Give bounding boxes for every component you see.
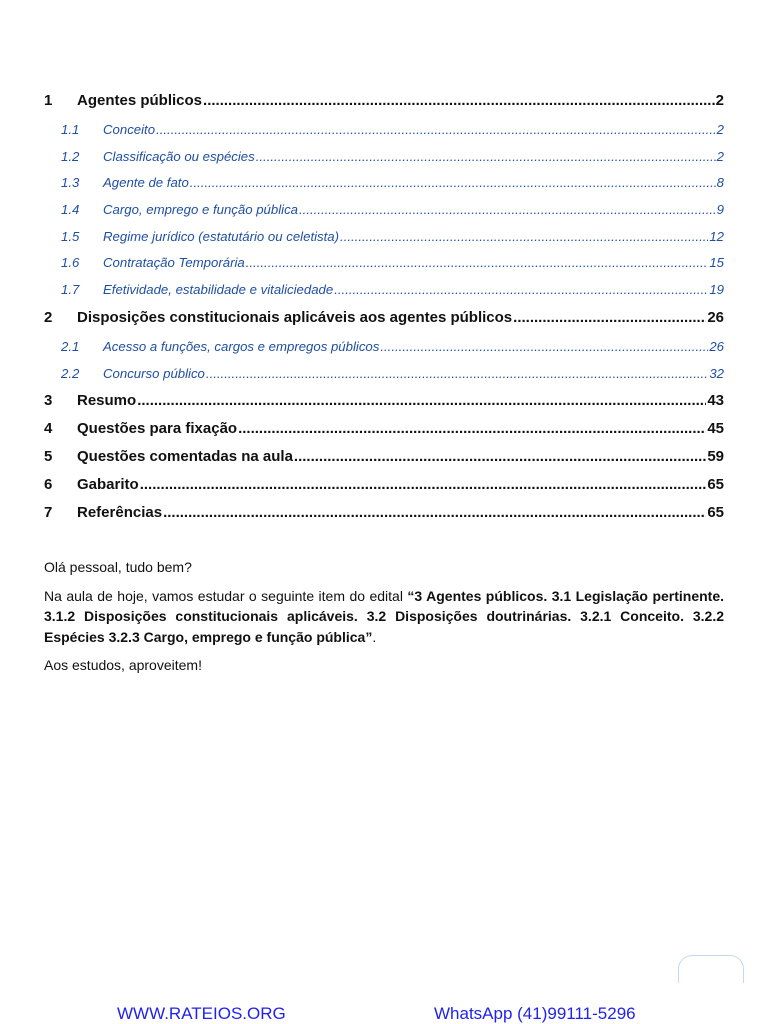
toc-entry-title: Conceito <box>103 122 156 137</box>
toc-entry-title: Cargo, emprego e função pública <box>103 202 299 218</box>
toc-dot-leader <box>206 366 708 381</box>
toc-entry[interactable] <box>44 420 724 448</box>
page-tab-widget[interactable] <box>678 955 744 983</box>
toc-entry[interactable] <box>44 149 724 176</box>
toc-entry-title: Agentes públicos <box>77 92 203 109</box>
toc-entry-number: 1 <box>44 92 53 109</box>
toc-entry-number: 2.1 <box>61 338 80 354</box>
toc-dot-leader <box>156 122 716 137</box>
toc-entry-page: 65 <box>707 504 724 522</box>
toc-entry[interactable] <box>44 392 724 420</box>
toc-entry-title: Regime jurídico (estatutário ou celetista) <box>103 228 340 244</box>
toc-entry-number: 1.1 <box>61 122 80 137</box>
toc-entry-page: 2 <box>715 92 724 109</box>
toc-entry-title: Disposições constitucionais aplicáveis aos agentes públicos <box>77 308 513 326</box>
toc-entry-page: 43 <box>707 392 724 410</box>
intro-paragraph <box>44 586 724 648</box>
toc-entry-number: 1.5 <box>61 228 80 244</box>
toc-entry-title: Efetividade, estabilidade e vitaliciedade <box>103 282 334 298</box>
toc-dot-leader <box>334 282 708 297</box>
toc-entry-page: 26 <box>707 308 724 326</box>
toc-entry-page: 8 <box>716 175 724 191</box>
intro-tail: . <box>372 628 377 645</box>
toc-entry[interactable] <box>44 255 724 282</box>
toc-entry-page: 26 <box>709 338 724 354</box>
toc-entry[interactable] <box>44 282 724 309</box>
toc-dot-leader <box>380 339 708 354</box>
toc-entry-page: 59 <box>707 448 724 466</box>
toc-entry-title: Resumo <box>77 392 137 410</box>
toc-entry[interactable] <box>44 202 724 229</box>
toc-entry-number: 1.4 <box>61 202 80 218</box>
toc-entry-page: 19 <box>709 282 724 298</box>
toc-entry-title: Concurso público <box>103 365 205 381</box>
toc-entry[interactable] <box>44 229 724 256</box>
toc-entry-title: Referências <box>77 504 163 522</box>
toc-entry[interactable] <box>44 92 724 120</box>
toc-entry[interactable] <box>44 309 724 337</box>
toc-entry-page: 2 <box>716 122 724 137</box>
toc-dot-leader <box>190 175 716 190</box>
toc-entry-title: Classificação ou espécies <box>103 148 255 164</box>
toc-dot-leader <box>246 255 709 270</box>
toc-dot-leader <box>203 92 715 109</box>
toc-entry[interactable] <box>44 366 724 393</box>
toc-entry[interactable] <box>44 339 724 366</box>
toc-entry-number: 5 <box>44 448 53 466</box>
toc-entry-number: 2.2 <box>61 365 80 381</box>
toc-entry[interactable] <box>44 476 724 504</box>
toc-entry-number: 7 <box>44 504 53 522</box>
footer-whatsapp[interactable]: WhatsApp (41)99111-5296 <box>434 1004 636 1023</box>
toc-entry-page: 9 <box>716 202 724 218</box>
toc-dot-leader <box>340 229 708 244</box>
toc-entry-number: 4 <box>44 420 53 438</box>
toc-entry[interactable] <box>44 448 724 476</box>
footer-website[interactable]: WWW.RATEIOS.ORG <box>117 1004 286 1023</box>
introduction <box>44 557 724 684</box>
toc-entry-page: 2 <box>716 148 724 164</box>
toc-entry-title: Gabarito <box>77 476 139 494</box>
toc-dot-leader <box>140 476 707 493</box>
toc-entry-title: Questões para fixação <box>77 420 238 438</box>
toc-entry-number: 1.6 <box>61 255 80 271</box>
toc-entry-number: 1.3 <box>61 175 80 191</box>
toc-dot-leader <box>238 420 706 437</box>
toc-entry-page: 12 <box>709 228 724 244</box>
toc-entry-page: 15 <box>709 255 724 271</box>
edital-item: “3 Agentes públicos. 3.1 Legislação pertinente. 3.1.2 Disposições constitucionais aplicáveis. 3.2 Disposições doutrinárias. 3.2.1 Conceito. 3.2.2 Espécies 3.2.3 Cargo, emprego e função pública” <box>44 587 725 645</box>
toc-dot-leader <box>137 392 706 409</box>
toc-dot-leader <box>163 504 706 521</box>
toc-entry-number: 6 <box>44 476 53 494</box>
greeting: Olá pessoal, tudo bem? <box>44 559 192 575</box>
toc-entry-title: Questões comentadas na aula <box>77 448 293 466</box>
toc-entry-title: Contratação Temporária <box>103 255 245 271</box>
intro-lead: Na aula de hoje, vamos estudar o seguinte item do edital <box>44 587 408 604</box>
toc-entry-number: 3 <box>44 392 53 410</box>
toc-entry-page: 32 <box>709 365 724 381</box>
toc-entry-page: 45 <box>707 420 724 438</box>
toc-entry-number: 2 <box>44 308 53 326</box>
toc-entry-page: 65 <box>707 476 724 494</box>
toc-dot-leader <box>294 448 706 465</box>
toc-entry-number: 1.2 <box>61 148 80 164</box>
toc-dot-leader <box>513 309 706 326</box>
toc-dot-leader <box>299 202 716 217</box>
toc-entry[interactable] <box>44 122 724 149</box>
footer <box>0 1004 768 1024</box>
toc-entry[interactable] <box>44 175 724 202</box>
toc-entry-title: Agente de fato <box>103 175 189 191</box>
closing: Aos estudos, aproveitem! <box>44 657 202 673</box>
table-of-contents <box>44 92 724 532</box>
toc-entry-number: 1.7 <box>61 282 80 298</box>
toc-entry[interactable] <box>44 504 724 532</box>
toc-dot-leader <box>256 149 716 164</box>
toc-entry-title: Acesso a funções, cargos e empregos públicos <box>103 338 380 354</box>
